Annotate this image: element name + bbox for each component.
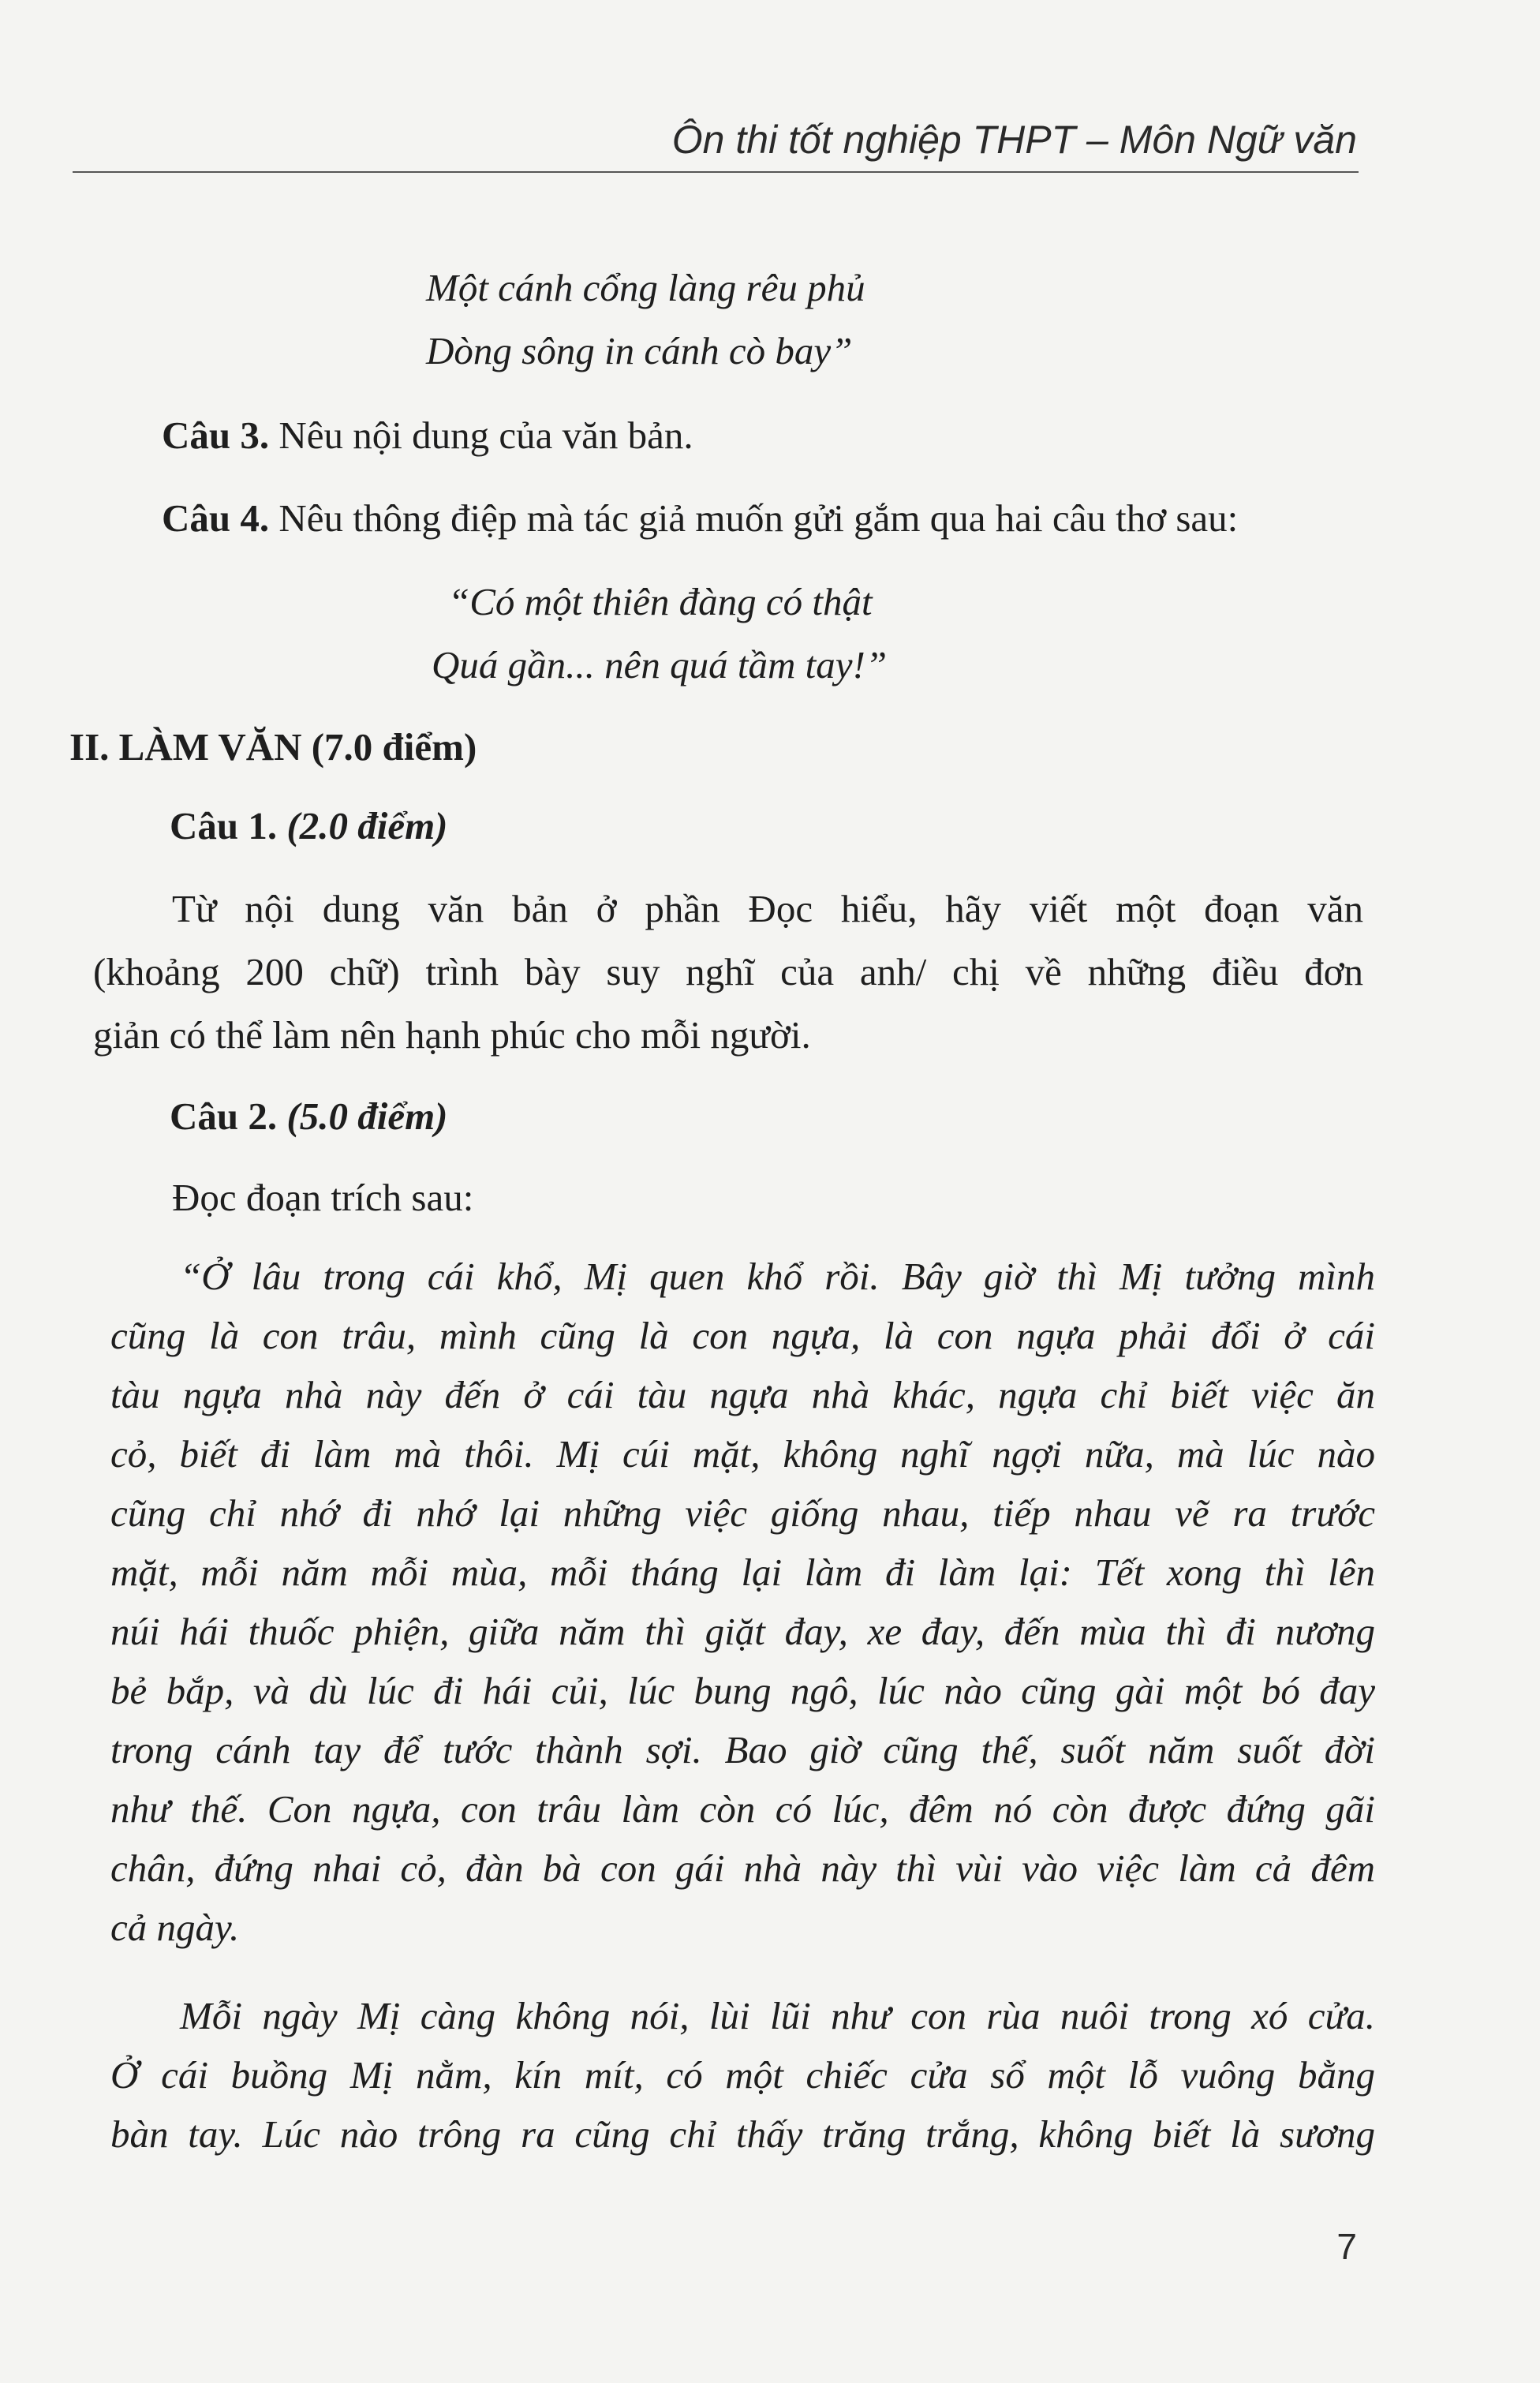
question-4	[162, 496, 1239, 540]
header-rule	[73, 171, 1359, 173]
excerpt-line-9: trong cánh tay để tước thành sợi. Bao giờ cũng thế, suốt năm suốt đời	[110, 1728, 1375, 1771]
essay-question-1-line-2: (khoảng 200 chữ) trình bày suy nghĩ của anh/ chị về những điều đơn	[93, 950, 1363, 993]
excerpt-line-1: “Ở lâu trong cái khổ, Mị quen khổ rồi. Bây giờ thì Mị tưởng mình	[180, 1255, 1375, 1298]
question-4-text: Nêu thông điệp mà tác giả muốn gửi gắm qua hai câu thơ sau:	[269, 496, 1239, 540]
question-4-label: Câu 4.	[162, 496, 270, 540]
excerpt2-line-3: bàn tay. Lúc nào trông ra cũng chỉ thấy trăng trắng, không biết là sương	[110, 2112, 1375, 2156]
running-header: Ôn thi tốt nghiệp THPT – Môn Ngữ văn	[671, 118, 1357, 162]
excerpt-line-7: núi hái thuốc phiện, giữa năm thì giặt đay, xe đay, đến mùa thì đi nương	[110, 1610, 1375, 1653]
essay-question-2-label: Câu 2.	[170, 1094, 278, 1138]
excerpt-line-3: tàu ngựa nhà này đến ở cái tàu ngựa nhà khác, ngựa chỉ biết việc ăn	[110, 1373, 1375, 1416]
quoted-line-1: “Có một thiên đàng có thật	[448, 580, 873, 623]
excerpt-line-2: cũng là con trâu, mình cũng là con ngựa, là con ngựa phải đổi ở cái	[110, 1314, 1375, 1357]
essay-question-1-line-1: Từ nội dung văn bản ở phần Đọc hiểu, hãy viết một đoạn văn	[172, 887, 1363, 930]
excerpt-line-5: cũng chỉ nhớ đi nhớ lại những việc giống nhau, tiếp nhau vẽ ra trước	[110, 1491, 1375, 1535]
section-title-lam-van: II. LÀM VĂN (7.0 điểm)	[69, 725, 477, 769]
question-3	[162, 413, 693, 457]
essay-question-1-heading	[170, 806, 448, 845]
essay-question-1-label: Câu 1.	[170, 804, 278, 847]
poem-line-2: Dòng sông in cánh cò bay”	[426, 329, 853, 372]
excerpt-line-11: chân, đứng nhai cỏ, đàn bà con gái nhà này thì vùi vào việc làm cả đêm	[110, 1846, 1375, 1890]
page-number: 7	[1336, 2226, 1357, 2267]
excerpt2-line-1: Mỗi ngày Mị càng không nói, lùi lũi như con rùa nuôi trong xó cửa.	[180, 1994, 1375, 2037]
excerpt-line-10: như thế. Con ngựa, con trâu làm còn có lúc, đêm nó còn được đứng gãi	[110, 1787, 1375, 1831]
essay-question-1-points: (2.0 điểm)	[277, 804, 448, 847]
quoted-line-2: Quá gần... nên quá tầm tay!”	[432, 643, 888, 686]
essay-question-1-line-3: giản có thể làm nên hạnh phúc cho mỗi người.	[93, 1013, 811, 1057]
excerpt-line-6: mặt, mỗi năm mỗi mùa, mỗi tháng lại làm đi làm lại: Tết xong thì lên	[110, 1551, 1375, 1594]
question-3-label: Câu 3.	[162, 413, 270, 457]
essay-question-2-intro: Đọc đoạn trích sau:	[172, 1176, 474, 1219]
excerpt2-line-2: Ở cái buồng Mị nằm, kín mít, có một chiếc cửa sổ một lỗ vuông bằng	[110, 2053, 1375, 2097]
poem-line-1: Một cánh cổng làng rêu phủ	[426, 266, 865, 309]
excerpt-line-4: cỏ, biết đi làm mà thôi. Mị cúi mặt, không nghĩ ngợi nữa, mà lúc nào	[110, 1432, 1375, 1476]
excerpt-line-12: cả ngày.	[110, 1906, 240, 1949]
essay-question-2-points: (5.0 điểm)	[277, 1094, 448, 1138]
essay-question-2-heading	[170, 1094, 448, 1138]
excerpt-line-8: bẻ bắp, và dù lúc đi hái củi, lúc bung ngô, lúc nào cũng gài một bó đay	[110, 1669, 1375, 1712]
question-3-text: Nêu nội dung của văn bản.	[269, 413, 693, 457]
